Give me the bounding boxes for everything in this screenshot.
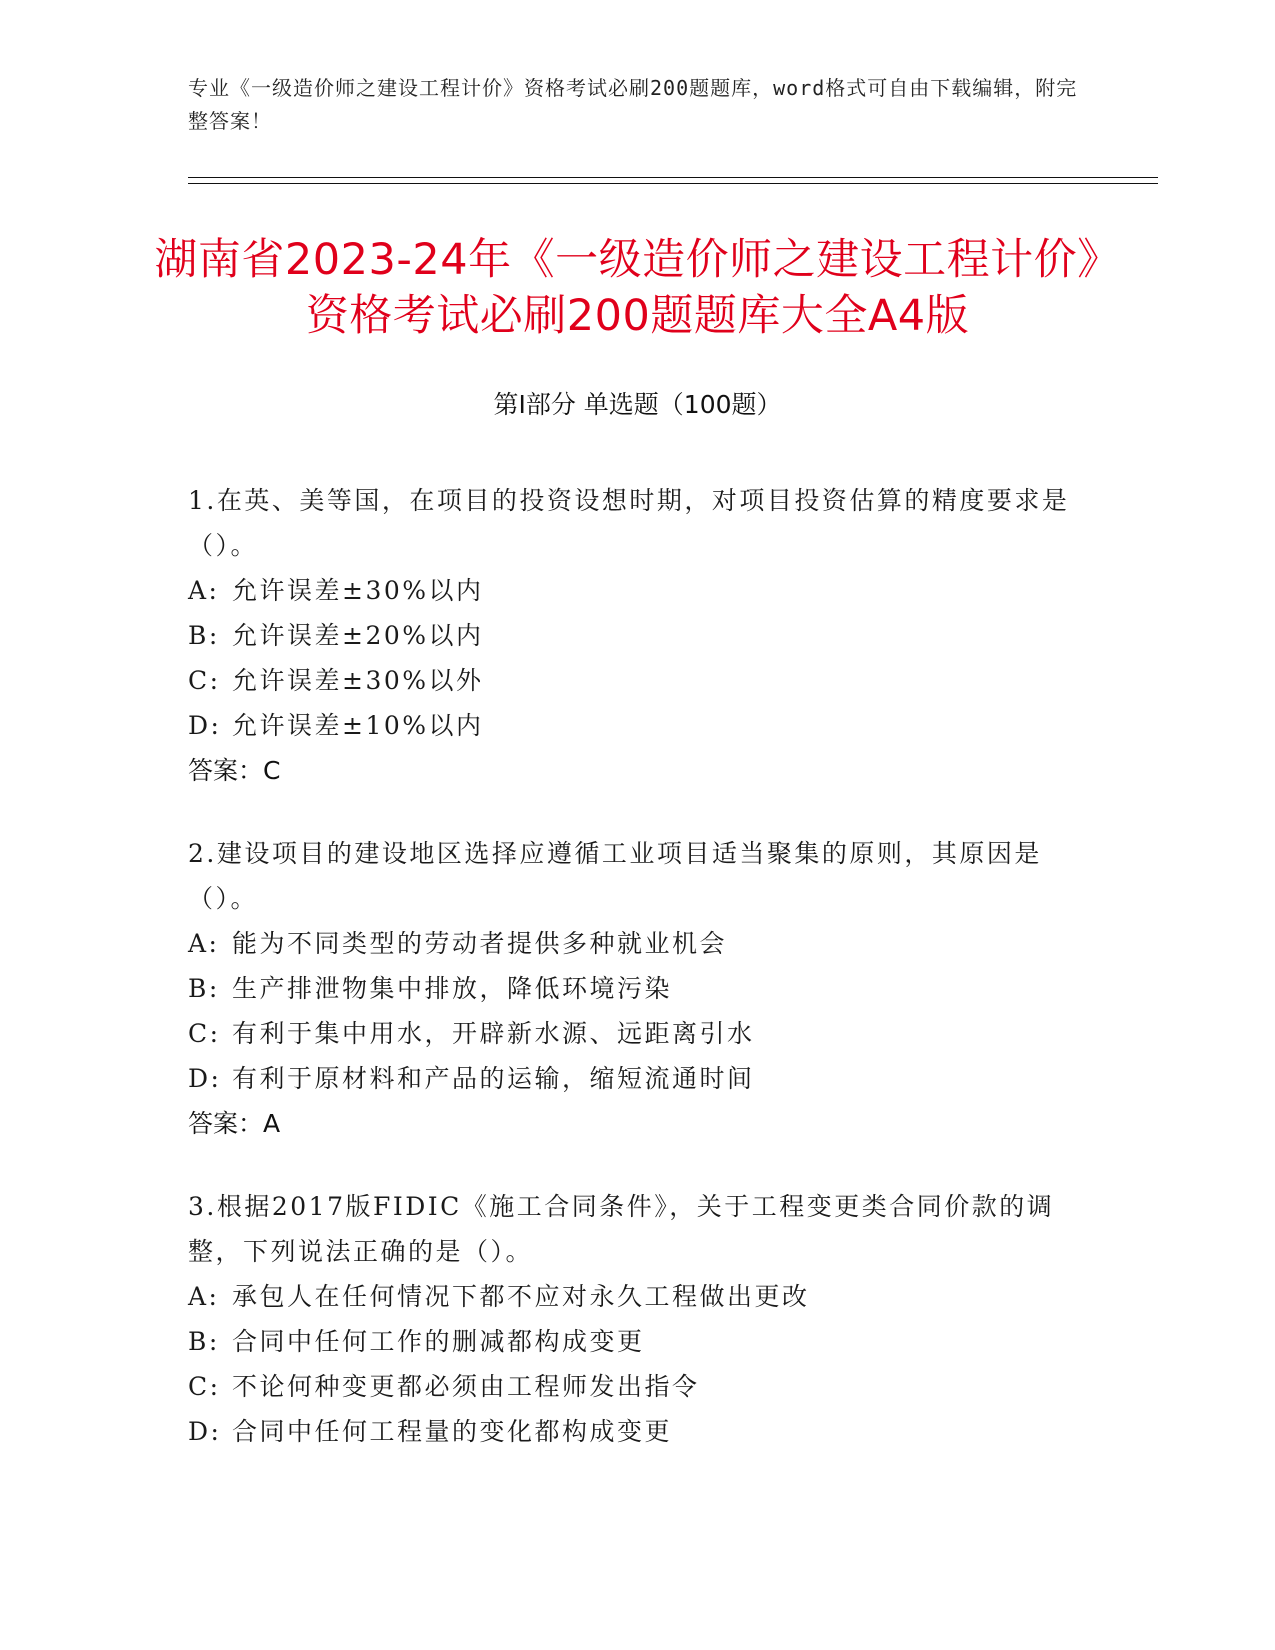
option-letter: D: <box>188 1064 222 1093</box>
option-text: 有利于集中用水，开辟新水源、远距离引水 <box>232 1019 755 1048</box>
option-letter: A: <box>188 1282 220 1311</box>
option-text: 能为不同类型的劳动者提供多种就业机会 <box>232 929 728 958</box>
header-note: 专业《一级造价师之建设工程计价》资格考试必刷200题题库，word格式可自由下载编辑，附完整答案！ <box>188 76 1078 133</box>
option-text: 允许误差±20%以内 <box>232 621 484 650</box>
question-2 <box>188 831 1088 1146</box>
option-text: 允许误差±30%以内 <box>232 576 484 605</box>
option-a <box>188 568 1088 613</box>
option-letter: C: <box>188 1019 221 1048</box>
question-list <box>188 478 1088 1492</box>
option-a <box>188 921 1088 966</box>
option-letter: B: <box>188 1327 220 1356</box>
option-letter: C: <box>188 1372 221 1401</box>
option-c <box>188 658 1088 703</box>
option-letter: A: <box>188 576 220 605</box>
question-3 <box>188 1184 1088 1454</box>
option-letter: A: <box>188 929 220 958</box>
option-b <box>188 966 1088 1011</box>
option-b <box>188 1319 1088 1364</box>
option-a <box>188 1274 1088 1319</box>
header-rule-bottom <box>188 183 1158 184</box>
option-text: 承包人在任何情况下都不应对永久工程做出更改 <box>232 1282 810 1311</box>
option-b <box>188 613 1088 658</box>
option-c <box>188 1011 1088 1056</box>
option-text: 不论何种变更都必须由工程师发出指令 <box>232 1372 700 1401</box>
document-title: 湖南省2023-24年《一级造价师之建设工程计价》资格考试必刷200题题库大全A4版 <box>154 235 1121 341</box>
question-stem: 2.建设项目的建设地区选择应遵循工业项目适当聚集的原则，其原因是（）。 <box>188 839 1042 913</box>
header-rule-top <box>188 177 1158 178</box>
option-letter: B: <box>188 621 220 650</box>
option-d <box>188 1409 1088 1454</box>
option-text: 有利于原材料和产品的运输，缩短流通时间 <box>232 1064 755 1093</box>
option-letter: C: <box>188 666 221 695</box>
section-title: 第Ⅰ部分 单选题（100题） <box>493 390 782 419</box>
option-letter: D: <box>188 1417 222 1446</box>
question-stem: 1.在英、美等国，在项目的投资设想时期，对项目投资估算的精度要求是（）。 <box>188 486 1070 560</box>
option-d <box>188 703 1088 748</box>
option-c <box>188 1364 1088 1409</box>
option-text: 合同中任何工程量的变化都构成变更 <box>232 1417 673 1446</box>
answer-line: 答案：A <box>188 1109 281 1138</box>
question-1 <box>188 478 1088 793</box>
option-d <box>188 1056 1088 1101</box>
option-text: 允许误差±10%以内 <box>232 711 484 740</box>
option-text: 合同中任何工作的删减都构成变更 <box>232 1327 645 1356</box>
option-text: 生产排泄物集中排放，降低环境污染 <box>232 974 673 1003</box>
question-stem: 3.根据2017版FIDIC《施工合同条件》，关于工程变更类合同价款的调整，下列说法正确的是（）。 <box>188 1192 1055 1266</box>
option-letter: B: <box>188 974 220 1003</box>
option-text: 允许误差±30%以外 <box>232 666 484 695</box>
answer-line: 答案：C <box>188 756 281 785</box>
option-letter: D: <box>188 711 222 740</box>
